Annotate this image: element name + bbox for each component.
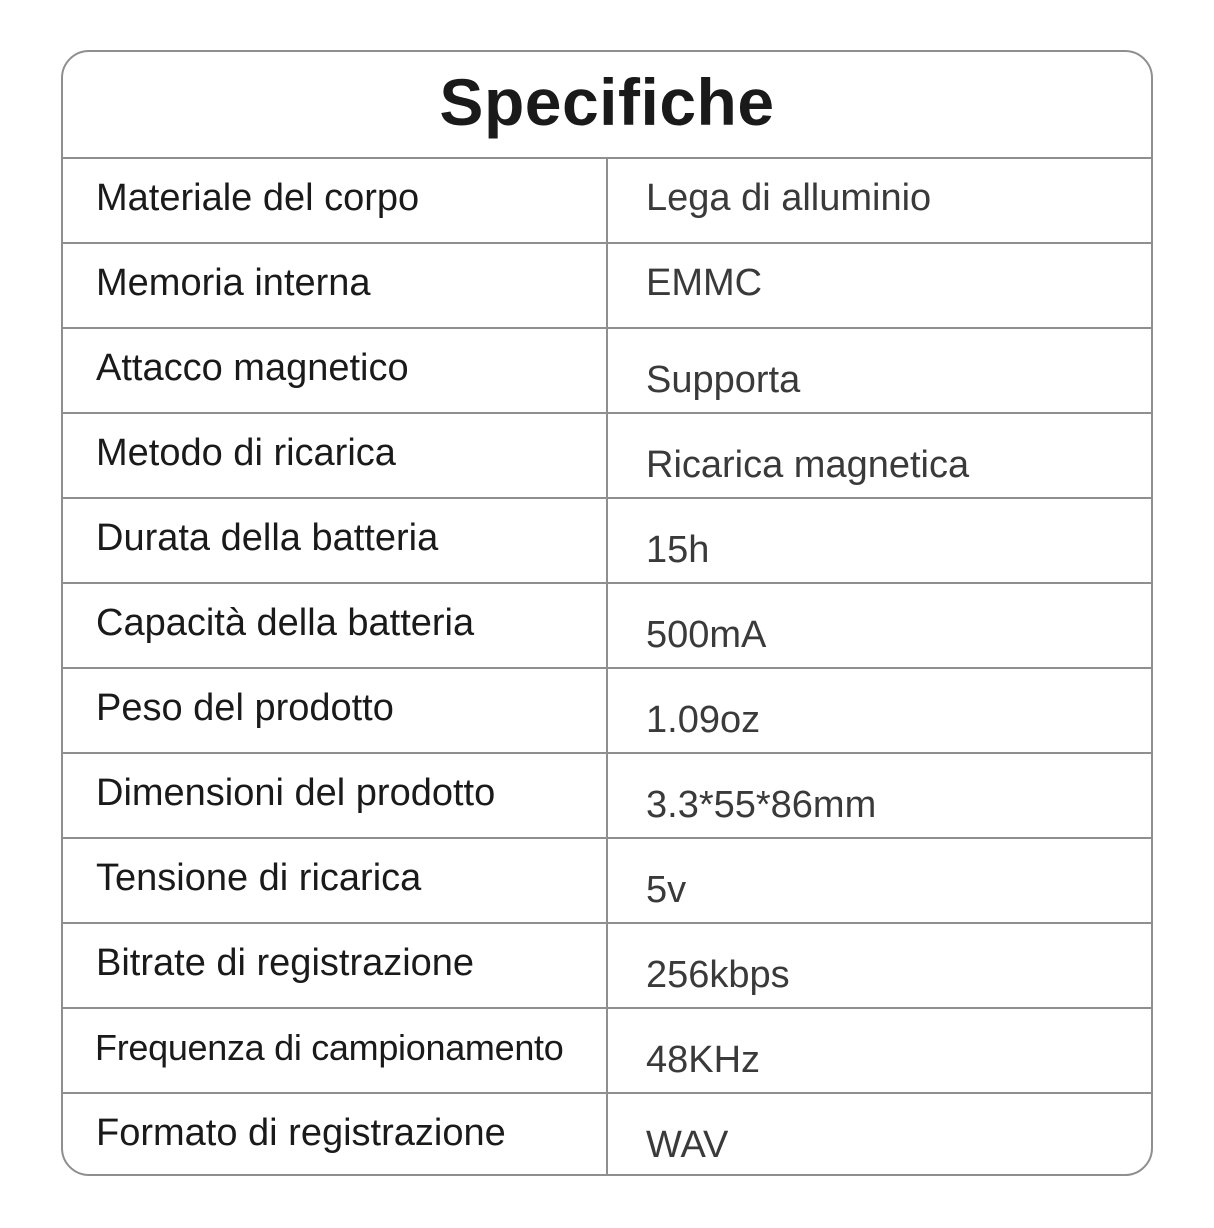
spec-value: 48KHz [646, 1039, 761, 1081]
spec-row-battery-capacity [63, 584, 1151, 669]
spec-value: WAV [646, 1124, 729, 1166]
spec-row-sampling-frequency [63, 1009, 1151, 1094]
spec-label: Attacco magnetico [63, 329, 608, 412]
spec-row-magnetic-attachment [63, 329, 1151, 414]
spec-value: 5v [646, 869, 687, 911]
spec-label: Metodo di ricarica [63, 414, 608, 497]
spec-card [61, 50, 1153, 1176]
spec-label: Memoria interna [63, 244, 608, 327]
spec-row-product-dimensions [63, 754, 1151, 839]
spec-value: Ricarica magnetica [646, 444, 970, 486]
spec-row-charging-method [63, 414, 1151, 499]
spec-label: Formato di registrazione [63, 1094, 608, 1176]
spec-row-battery-life [63, 499, 1151, 584]
spec-row-charging-voltage [63, 839, 1151, 924]
spec-value: Supporta [646, 359, 801, 401]
spec-row-recording-format [63, 1094, 1151, 1176]
spec-value: 15h [646, 529, 710, 571]
spec-row-body-material [63, 159, 1151, 244]
spec-label: Durata della batteria [63, 499, 608, 582]
spec-value: 256kbps [646, 954, 790, 996]
spec-value: 500mA [646, 614, 767, 656]
spec-label: Materiale del corpo [63, 159, 608, 242]
spec-table [63, 159, 1151, 1176]
spec-value: EMMC [646, 262, 763, 304]
spec-row-recording-bitrate [63, 924, 1151, 1009]
spec-value: Lega di alluminio [646, 177, 932, 219]
spec-label: Dimensioni del prodotto [63, 754, 608, 837]
spec-title: Specifiche [63, 52, 1151, 159]
spec-value: 3.3*55*86mm [646, 784, 877, 826]
spec-label: Peso del prodotto [63, 669, 608, 752]
spec-row-internal-memory [63, 244, 1151, 329]
spec-label: Capacità della batteria [63, 584, 608, 667]
spec-label: Tensione di ricarica [63, 839, 608, 922]
spec-label: Frequenza di campionamento [63, 1009, 608, 1092]
spec-label: Bitrate di registrazione [63, 924, 608, 1007]
spec-row-product-weight [63, 669, 1151, 754]
spec-value: 1.09oz [646, 699, 761, 741]
